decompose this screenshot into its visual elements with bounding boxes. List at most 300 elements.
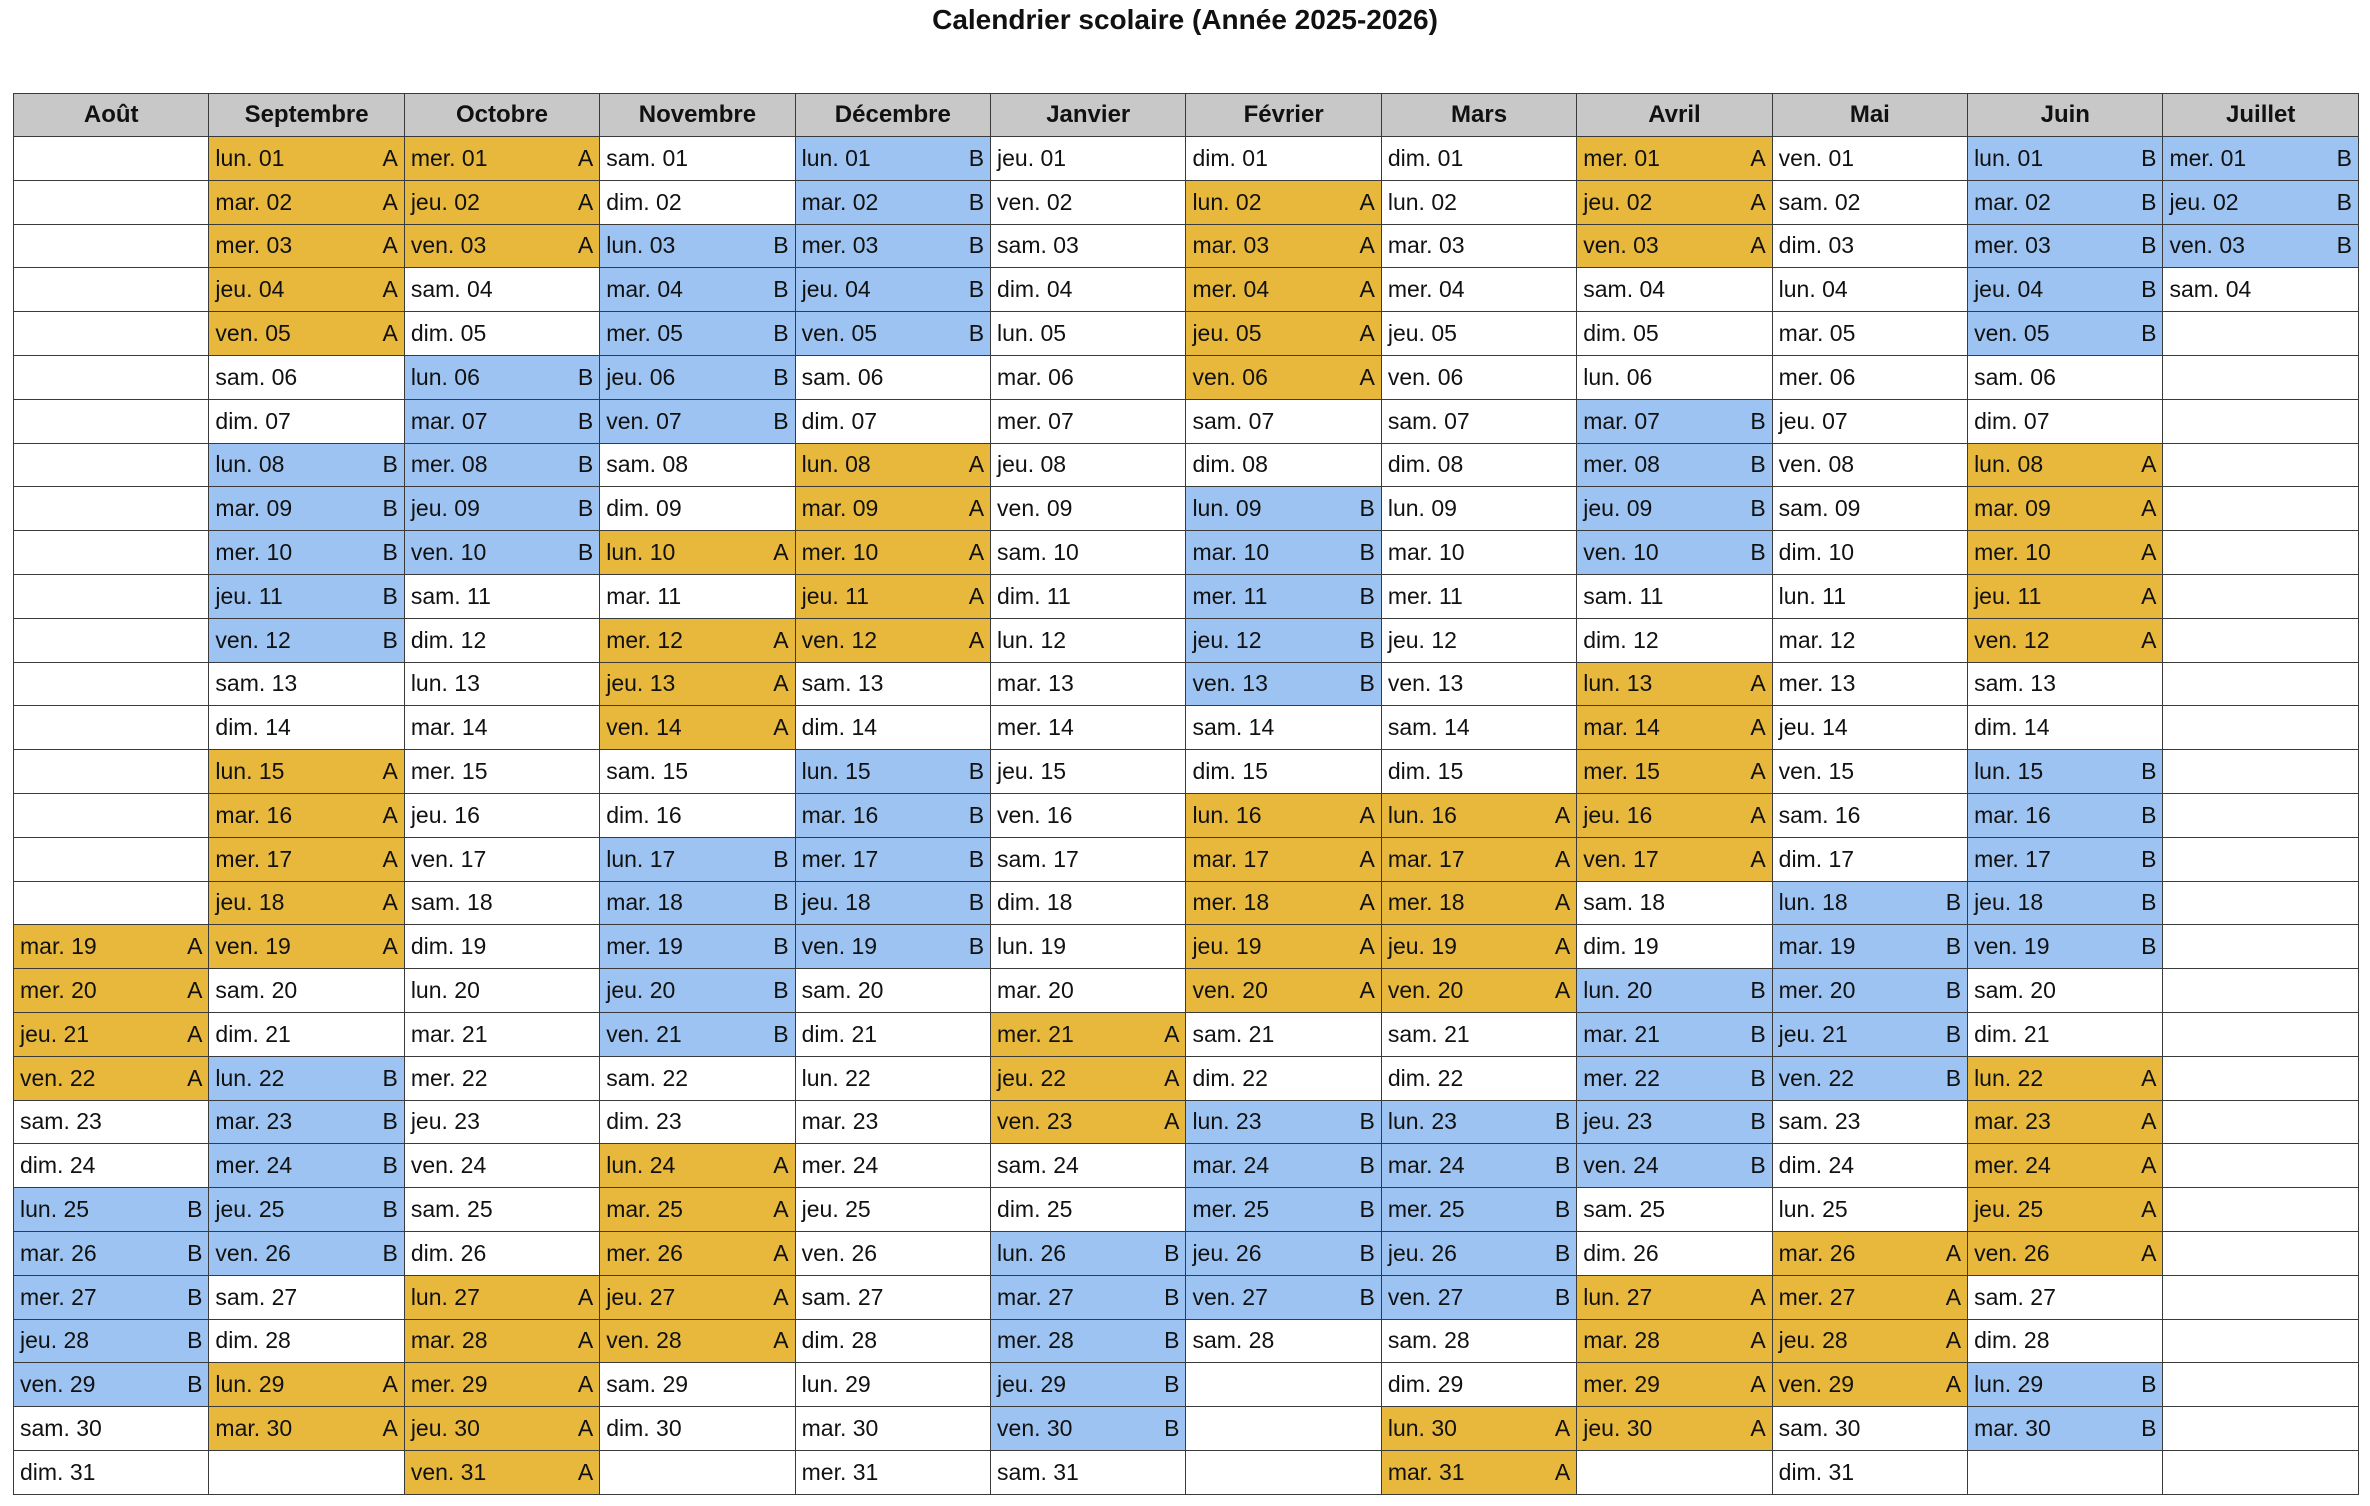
zone-marker: A [382, 276, 398, 303]
day-entry [796, 882, 990, 924]
day-cell [600, 224, 795, 268]
day-entry [209, 882, 403, 924]
day-entry [600, 1320, 794, 1362]
day-entry [405, 707, 599, 749]
day-entry [405, 1189, 599, 1231]
day-label: mer. 11 [1387, 582, 1463, 609]
day-cell [1381, 662, 1576, 706]
day-entry [405, 575, 599, 617]
zone-marker: B [1164, 1283, 1180, 1310]
day-entry [1186, 575, 1380, 617]
day-cell [1186, 1450, 1381, 1494]
zone-marker: A [577, 188, 594, 215]
day-entry [209, 225, 403, 267]
day-cell [1381, 443, 1576, 487]
zone-marker: A [1750, 1283, 1766, 1310]
day-label: lun. 16 [1387, 801, 1457, 828]
day-label: jeu. 18 [1974, 889, 2044, 916]
day-entry [991, 663, 1185, 705]
day-cell [600, 793, 795, 837]
day-row [14, 1144, 2359, 1188]
day-cell [991, 1450, 1186, 1494]
day-label: dim. 22 [1387, 1064, 1464, 1091]
day-cell [991, 1363, 1186, 1407]
day-entry [1577, 1276, 1771, 1318]
day-label: dim. 19 [410, 933, 487, 960]
day-entry [600, 575, 794, 617]
zone-marker: B [382, 495, 398, 522]
day-entry [1773, 970, 1967, 1012]
day-cell [1577, 1407, 1772, 1451]
day-entry [405, 444, 599, 486]
day-cell [1772, 1275, 1967, 1319]
zone-marker: B [1750, 1108, 1766, 1135]
day-label: dim. 04 [997, 276, 1073, 303]
day-entry [14, 1232, 208, 1274]
zone-marker: A [2141, 1196, 2157, 1223]
day-row [14, 1407, 2359, 1451]
month-header: Octobre [404, 94, 599, 137]
day-label: mar. 30 [215, 1415, 293, 1441]
day-label: sam. 25 [410, 1196, 493, 1223]
day-entry [1773, 794, 1967, 836]
zone-marker: A [382, 1415, 398, 1441]
day-cell [1772, 312, 1967, 356]
day-label: lun. 25 [20, 1196, 90, 1223]
day-label: lun. 02 [1387, 188, 1457, 215]
day-label: jeu. 04 [1974, 276, 2044, 303]
day-entry [209, 532, 403, 574]
zone-marker: B [968, 320, 985, 347]
day-cell [600, 268, 795, 312]
day-label: lun. 09 [1387, 495, 1457, 522]
day-entry [991, 926, 1185, 968]
day-row [14, 1100, 2359, 1144]
day-cell [1186, 1144, 1381, 1188]
day-label: jeu. 20 [606, 977, 676, 1004]
day-label: ven. 26 [1974, 1239, 2050, 1266]
day-entry [796, 1189, 990, 1231]
day-label: sam. 06 [1974, 363, 2056, 390]
day-cell [600, 925, 795, 969]
day-cell [991, 1144, 1186, 1188]
day-label: mer. 19 [606, 933, 683, 960]
day-entry [600, 181, 794, 223]
day-label: lun. 23 [1192, 1108, 1262, 1135]
day-label: dim. 21 [1974, 1020, 2050, 1047]
day-cell [2163, 487, 2359, 531]
day-entry [209, 663, 403, 705]
day-entry [991, 181, 1185, 223]
day-cell [209, 1363, 404, 1407]
day-entry [1577, 1145, 1771, 1187]
day-entry [991, 1451, 1185, 1493]
day-cell [14, 443, 209, 487]
day-label: lun. 12 [997, 626, 1067, 653]
day-entry [796, 488, 990, 530]
zone-marker: B [1945, 1020, 1962, 1047]
day-label: sam. 06 [215, 363, 298, 390]
day-label: lun. 26 [997, 1239, 1067, 1266]
day-label: jeu. 05 [1192, 320, 1262, 347]
zone-marker: B [1359, 1239, 1375, 1266]
day-cell [991, 268, 1186, 312]
day-label: lun. 16 [1192, 801, 1262, 828]
day-cell [14, 1144, 209, 1188]
zone-marker: B [773, 977, 789, 1004]
day-cell [1381, 1100, 1576, 1144]
day-label: sam. 04 [410, 276, 493, 303]
day-label: mar. 11 [606, 582, 682, 609]
day-entry [600, 751, 794, 793]
day-entry [991, 1232, 1185, 1274]
day-entry [405, 838, 599, 880]
day-cell [209, 750, 404, 794]
day-cell [1381, 793, 1576, 837]
day-cell [991, 180, 1186, 224]
day-label: lun. 24 [606, 1152, 676, 1179]
day-cell [209, 1450, 404, 1494]
day-label: mar. 30 [801, 1415, 879, 1441]
day-entry [1577, 1013, 1771, 1055]
day-label: ven. 05 [801, 320, 878, 347]
day-label: dim. 08 [1387, 451, 1464, 478]
day-row [14, 1056, 2359, 1100]
day-entry [1382, 1276, 1576, 1318]
day-cell [1577, 706, 1772, 750]
day-label: lun. 25 [1778, 1196, 1848, 1223]
day-cell [404, 399, 599, 443]
day-label: ven. 06 [1387, 363, 1464, 390]
day-cell [1968, 1450, 2163, 1494]
day-cell [1772, 1144, 1967, 1188]
day-cell [404, 312, 599, 356]
day-label: mar. 16 [215, 801, 293, 828]
zone-marker: A [1359, 363, 1375, 390]
zone-marker: A [1750, 758, 1766, 785]
day-entry [209, 1232, 403, 1274]
zone-marker: A [382, 933, 398, 960]
day-entry [2163, 181, 2358, 223]
day-cell [209, 443, 404, 487]
day-entry [209, 1145, 403, 1187]
day-cell [1186, 1407, 1381, 1451]
day-cell [1577, 750, 1772, 794]
day-entry [1773, 313, 1967, 355]
day-cell [1186, 1188, 1381, 1232]
day-cell [1186, 925, 1381, 969]
day-cell [600, 312, 795, 356]
zone-marker: A [1554, 1415, 1571, 1441]
day-cell [404, 1100, 599, 1144]
day-cell [2163, 618, 2359, 662]
day-label: dim. 03 [1778, 232, 1855, 259]
day-cell [991, 531, 1186, 575]
day-cell [991, 224, 1186, 268]
zone-marker: B [187, 1196, 203, 1223]
day-entry [796, 970, 990, 1012]
day-cell [1968, 662, 2163, 706]
day-entry [209, 926, 403, 968]
day-entry [991, 751, 1185, 793]
zone-marker: B [773, 320, 789, 347]
day-cell [14, 268, 209, 312]
day-cell [14, 399, 209, 443]
day-entry [600, 1408, 794, 1450]
zone-marker: A [577, 1371, 594, 1398]
zone-marker: B [773, 276, 789, 303]
day-cell [1186, 1363, 1381, 1407]
day-entry [1968, 1364, 2162, 1406]
day-entry [1577, 313, 1771, 355]
zone-marker: B [2141, 1371, 2157, 1398]
day-entry [600, 663, 794, 705]
day-label: ven. 06 [1192, 363, 1268, 390]
day-entry [991, 1101, 1185, 1143]
day-entry [405, 1364, 599, 1406]
day-entry [1186, 444, 1380, 486]
zone-marker: B [577, 407, 594, 434]
day-row [14, 969, 2359, 1013]
day-label: lun. 29 [801, 1371, 871, 1398]
month-header: Juillet [2163, 94, 2359, 137]
day-entry [14, 1101, 208, 1143]
day-cell [1381, 925, 1576, 969]
day-cell [2163, 1144, 2359, 1188]
day-cell [1381, 399, 1576, 443]
day-cell [1772, 1319, 1967, 1363]
day-cell [404, 1450, 599, 1494]
day-cell [1186, 355, 1381, 399]
day-label: sam. 10 [997, 539, 1079, 566]
day-entry [1577, 1364, 1771, 1406]
day-label: lun. 22 [801, 1064, 871, 1091]
day-cell [795, 180, 990, 224]
day-entry [796, 838, 990, 880]
day-entry [1968, 794, 2162, 836]
day-entry [405, 1320, 599, 1362]
zone-marker: A [2141, 1152, 2157, 1179]
day-entry [1773, 926, 1967, 968]
day-label: mer. 03 [1974, 232, 2051, 259]
day-cell [1381, 1144, 1576, 1188]
zone-marker: B [773, 232, 789, 259]
zone-marker: B [1945, 933, 1962, 960]
day-label: sam. 27 [1974, 1283, 2056, 1310]
day-entry [796, 751, 990, 793]
day-entry [1382, 1189, 1576, 1231]
day-entry [600, 444, 794, 486]
day-cell [2163, 706, 2359, 750]
day-label: jeu. 16 [410, 801, 480, 828]
day-entry [1968, 926, 2162, 968]
day-cell [2163, 531, 2359, 575]
day-entry [796, 1232, 990, 1274]
day-cell [1968, 312, 2163, 356]
day-label: mar. 25 [606, 1196, 683, 1223]
day-cell [1772, 137, 1967, 181]
zone-marker: B [1164, 1371, 1180, 1398]
day-cell [795, 137, 990, 181]
day-cell [1772, 443, 1967, 487]
day-cell [991, 399, 1186, 443]
zone-marker: B [1164, 1239, 1180, 1266]
day-entry [2163, 269, 2358, 311]
day-cell [404, 881, 599, 925]
day-cell [2163, 1407, 2359, 1451]
day-cell [1577, 1056, 1772, 1100]
day-label: mer. 01 [2169, 144, 2247, 171]
day-entry [1773, 444, 1967, 486]
zone-marker: B [968, 845, 985, 872]
day-entry [1382, 1451, 1576, 1493]
day-label: sam. 18 [1583, 889, 1666, 916]
day-entry [405, 970, 599, 1012]
day-label: mar. 10 [1192, 539, 1270, 566]
day-entry [1773, 1451, 1967, 1493]
day-label: dim. 12 [410, 626, 487, 653]
day-entry [1382, 1320, 1576, 1362]
day-cell [1577, 487, 1772, 531]
day-cell [795, 837, 990, 881]
day-label: lun. 08 [801, 451, 871, 478]
day-cell [2163, 925, 2359, 969]
day-entry [600, 269, 794, 311]
day-label: mar. 07 [1583, 407, 1660, 434]
day-label: sam. 20 [801, 977, 884, 1004]
zone-marker: A [1359, 889, 1375, 916]
day-cell [1381, 180, 1576, 224]
day-label: sam. 13 [1974, 670, 2056, 697]
day-cell [795, 1407, 990, 1451]
day-cell [1186, 268, 1381, 312]
zone-marker: A [1554, 933, 1571, 960]
day-cell [2163, 1012, 2359, 1056]
day-entry [1577, 225, 1771, 267]
day-label: dim. 15 [1387, 758, 1464, 785]
zone-marker: B [187, 1327, 203, 1354]
day-entry [796, 1276, 990, 1318]
day-label: jeu. 12 [1387, 626, 1457, 653]
day-entry [405, 1057, 599, 1099]
day-cell [600, 706, 795, 750]
day-entry [991, 269, 1185, 311]
zone-marker: A [2141, 539, 2157, 566]
day-row [14, 443, 2359, 487]
day-label: jeu. 04 [801, 276, 871, 303]
day-cell [209, 224, 404, 268]
day-entry [991, 488, 1185, 530]
day-cell [1772, 1363, 1967, 1407]
day-label: mer. 29 [410, 1371, 488, 1398]
day-label: ven. 13 [1192, 670, 1268, 697]
day-cell [600, 1407, 795, 1451]
zone-marker: B [382, 451, 398, 478]
day-cell [795, 881, 990, 925]
day-row [14, 837, 2359, 881]
day-entry [796, 181, 990, 223]
day-label: lun. 27 [410, 1283, 480, 1310]
day-cell [1577, 1231, 1772, 1275]
day-entry [796, 356, 990, 398]
day-label: dim. 09 [606, 495, 682, 522]
day-cell [600, 837, 795, 881]
day-label: ven. 20 [1387, 977, 1464, 1004]
day-cell [2163, 881, 2359, 925]
day-cell [404, 1363, 599, 1407]
day-entry [209, 1276, 403, 1318]
day-cell [1772, 1056, 1967, 1100]
day-label: jeu. 18 [215, 889, 285, 916]
day-label: ven. 29 [1778, 1371, 1855, 1398]
day-cell [1381, 487, 1576, 531]
day-label: sam. 13 [801, 670, 884, 697]
day-label: dim. 26 [1583, 1239, 1659, 1266]
day-entry [14, 1057, 208, 1099]
day-entry [405, 1451, 599, 1493]
day-cell [2163, 180, 2359, 224]
day-label: lun. 11 [1778, 582, 1847, 609]
day-label: mar. 31 [1387, 1458, 1465, 1485]
day-label: ven. 07 [606, 407, 682, 434]
day-cell [1772, 355, 1967, 399]
zone-marker: A [968, 582, 985, 609]
day-label: mar. 21 [1583, 1020, 1660, 1047]
day-cell [404, 180, 599, 224]
zone-marker: A [2141, 495, 2157, 522]
day-entry [1577, 532, 1771, 574]
zone-marker: B [1554, 1108, 1571, 1135]
day-row [14, 355, 2359, 399]
day-entry [1968, 1276, 2162, 1318]
day-cell [404, 531, 599, 575]
day-label: sam. 15 [606, 758, 689, 785]
day-label: dim. 30 [606, 1415, 682, 1441]
zone-marker: B [577, 451, 594, 478]
day-entry [991, 1189, 1185, 1231]
day-label: ven. 10 [410, 539, 487, 566]
day-entry [991, 1145, 1185, 1187]
day-cell [795, 355, 990, 399]
day-entry [405, 751, 599, 793]
day-cell [1381, 312, 1576, 356]
day-entry [600, 1189, 794, 1231]
zone-marker: B [968, 801, 985, 828]
day-cell [1968, 925, 2163, 969]
day-cell [1577, 1319, 1772, 1363]
day-entry [1968, 137, 2162, 179]
zone-marker: B [773, 889, 789, 916]
day-entry [1577, 751, 1771, 793]
day-cell [1186, 750, 1381, 794]
zone-marker: A [1945, 1371, 1962, 1398]
day-label: mar. 03 [1387, 232, 1465, 259]
day-label: dim. 14 [215, 714, 291, 741]
day-entry [796, 1013, 990, 1055]
day-label: jeu. 29 [997, 1371, 1067, 1398]
day-entry [1968, 1057, 2162, 1099]
day-entry [796, 794, 990, 836]
day-label: ven. 26 [801, 1239, 878, 1266]
day-entry [1186, 1013, 1380, 1055]
month-header: Juin [1968, 94, 2163, 137]
day-cell [404, 1319, 599, 1363]
day-cell [2163, 1275, 2359, 1319]
zone-marker: A [1750, 232, 1766, 259]
day-cell [600, 1056, 795, 1100]
day-label: dim. 11 [997, 582, 1071, 609]
zone-marker: B [382, 626, 398, 653]
